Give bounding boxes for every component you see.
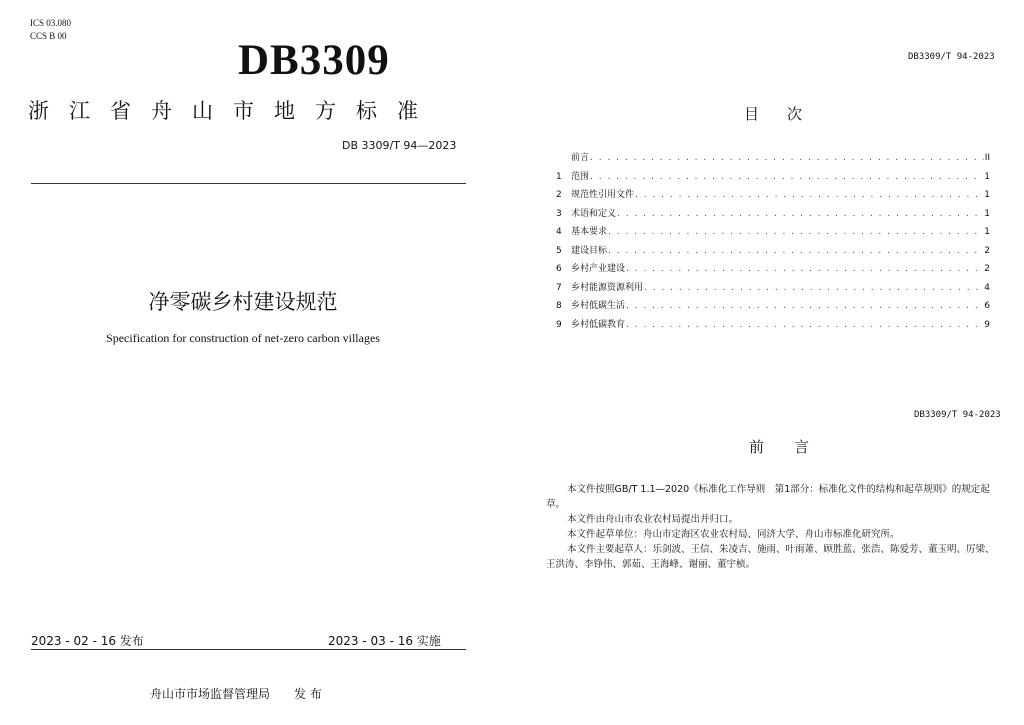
toc-entry-page: 9	[984, 319, 990, 330]
toc-entry-number: 7	[556, 282, 562, 293]
toc-leader-dots	[644, 283, 983, 293]
foreword-title: 前言	[749, 438, 840, 456]
toc-leader-dots	[590, 172, 983, 182]
toc-entry-page: 2	[984, 245, 990, 256]
toc-entry-page: II	[984, 153, 990, 163]
toc-leader-dots	[608, 227, 983, 237]
toc-page-header: DB3309/T 94-2023	[908, 52, 995, 62]
ics-code: ICS 03.080	[30, 18, 72, 28]
toc-entry-page: 2	[984, 264, 990, 274]
toc-entry-label: 前言	[571, 153, 590, 163]
toc-leader-dots	[626, 301, 983, 311]
cover-top-rule	[31, 183, 466, 184]
toc-entry-label: 建设目标	[571, 245, 608, 256]
cover-bottom-rule	[31, 649, 466, 650]
toc-entry-page: 1	[984, 208, 990, 219]
toc-entry[interactable]	[556, 280, 990, 299]
toc-entry-page: 1	[984, 227, 990, 237]
toc-entry-label: 基本要求	[571, 227, 608, 237]
toc-entry-number: 8	[556, 301, 562, 311]
implementation-date: 2023 - 03 - 16 实施	[328, 634, 441, 648]
toc-entry-label: 乡村低碳教育	[571, 319, 626, 330]
foreword-page-header: DB3309/T 94-2023	[914, 410, 1001, 420]
foreword-paragraph: 本文件起草单位：舟山市定海区农业农村局、同济大学、舟山市标准化研究所。	[567, 529, 900, 540]
standard-class: 浙江省舟山市地方标准	[28, 99, 438, 123]
toc-entry[interactable]	[556, 169, 990, 188]
toc-entry[interactable]	[556, 243, 990, 262]
toc-leader-dots	[617, 209, 983, 219]
toc-entry-page: 1	[984, 190, 990, 200]
toc-title: 目次	[744, 105, 831, 123]
toc-entry-page: 4	[984, 282, 990, 293]
toc-entry-number: 6	[556, 264, 562, 274]
table-of-contents	[556, 150, 990, 335]
toc-leader-dots	[626, 320, 983, 330]
toc-entry-label: 乡村低碳生活	[571, 301, 626, 311]
ccs-code: CCS B 00	[30, 31, 67, 41]
toc-entry-number: 2	[556, 190, 562, 200]
toc-entry[interactable]	[556, 298, 990, 317]
foreword-paragraph: 本文件主要起草人：乐剑波、王信、朱凌吉、施雨、叶雨萧、顾胜蓝、张浩、陈爱芳、董玉明、厉梁、王洪涛、李铮伟、郭茹、王海峰、谢丽、董宇桢。	[546, 544, 995, 570]
toc-entry-number: 5	[556, 245, 562, 256]
publisher: 舟山市市场监督管理局 发 布	[150, 687, 322, 701]
classification-codes	[30, 17, 71, 43]
toc-entry-label: 乡村产业建设	[571, 264, 626, 274]
toc-entry-label: 规范性引用文件	[571, 190, 635, 200]
toc-entry-number: 4	[556, 227, 562, 237]
foreword-paragraph: 本文件由舟山市农业农村局提出并归口。	[567, 514, 739, 525]
toc-entry[interactable]	[556, 150, 990, 169]
toc-leader-dots	[626, 264, 983, 274]
toc-entry[interactable]	[556, 317, 990, 336]
toc-leader-dots	[635, 190, 983, 200]
title-english: Specification for construction of net-zero carbon villages	[106, 331, 380, 345]
toc-leader-dots	[608, 246, 983, 256]
foreword-body	[546, 482, 998, 572]
toc-entry-number: 3	[556, 208, 562, 219]
toc-entry-label: 范围	[571, 171, 590, 182]
title-chinese: 净零碳乡村建设规范	[148, 290, 338, 314]
toc-entry-label: 术语和定义	[571, 208, 617, 219]
toc-leader-dots	[590, 153, 984, 163]
toc-entry-number: 1	[556, 171, 562, 182]
toc-entry-label: 乡村能源资源利用	[571, 282, 644, 293]
standard-number: DB 3309/T 94—2023	[342, 139, 457, 152]
toc-entry[interactable]	[556, 187, 990, 206]
toc-entry-number: 9	[556, 319, 562, 330]
toc-entry[interactable]	[556, 261, 990, 280]
db-logo: DB3309	[238, 37, 390, 84]
toc-entry-page: 1	[984, 171, 990, 182]
toc-entry[interactable]	[556, 206, 990, 225]
issue-date: 2023 - 02 - 16 发布	[31, 634, 144, 648]
foreword-paragraph: 本文件按照GB/T 1.1—2020《标准化工作导则 第1部分：标准化文件的结构和起草规则》的规定起草。	[546, 484, 990, 510]
toc-entry-page: 6	[984, 301, 990, 311]
toc-entry[interactable]	[556, 224, 990, 243]
